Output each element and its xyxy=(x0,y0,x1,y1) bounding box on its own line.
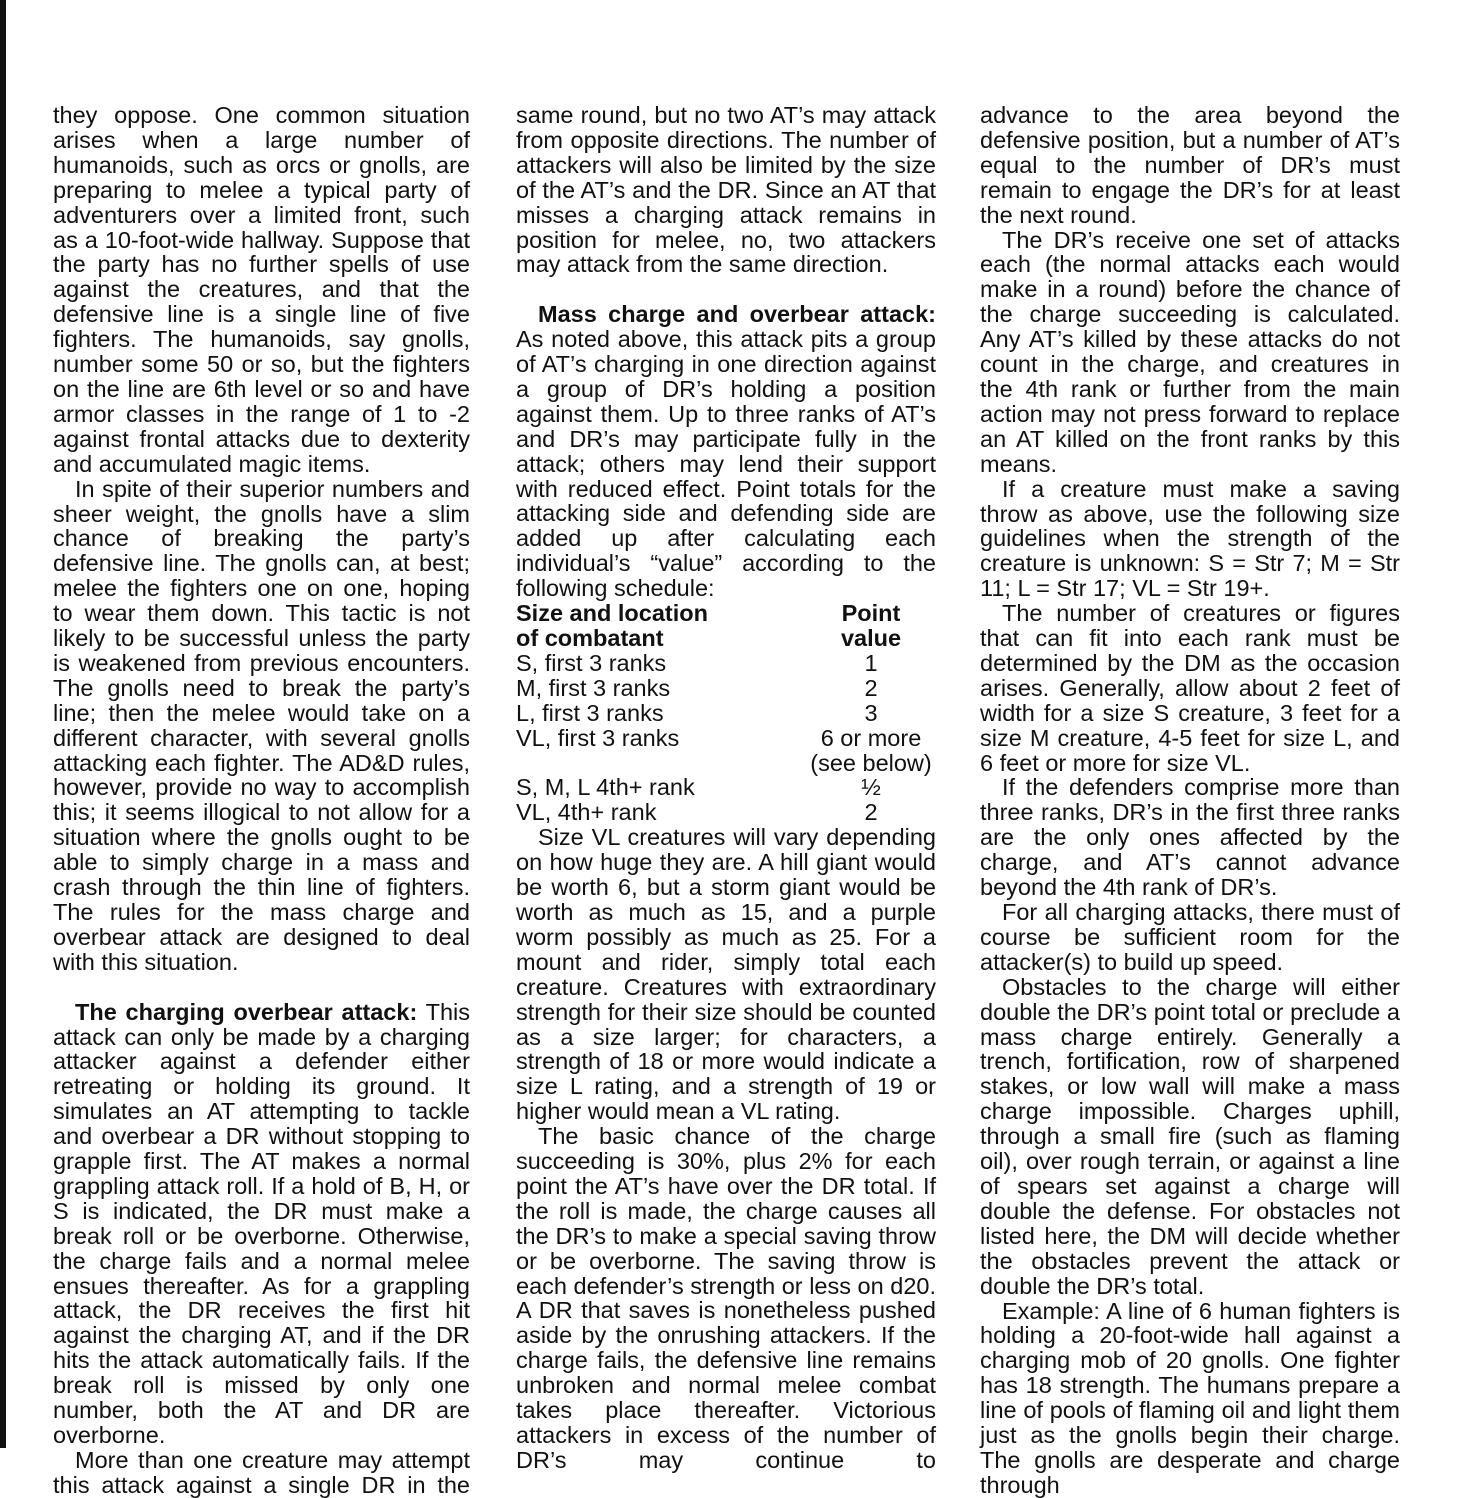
table-cell: 2 xyxy=(864,674,878,701)
table-cell: 6 or more xyxy=(820,724,922,751)
point-value-table xyxy=(516,601,936,825)
table-cell: 2 xyxy=(864,799,878,826)
table-row xyxy=(516,651,936,676)
table-cell: VL, first 3 ranks xyxy=(516,724,680,751)
table-row xyxy=(516,751,936,776)
text-column-2 xyxy=(516,103,936,1473)
paragraph: The number of creatures or figures that can fit into each rank must be determined by the DM as the occasion arises. Generally, allow about 2 feet of width for a size S creature, 3 feet for a size M creature, 4-5 feet for size L, and 6 feet or more for size VL. xyxy=(980,600,1400,776)
text-column-3 xyxy=(980,103,1400,1498)
paragraph: advance to the area beyond the defensive position, but a number of AT’s equal to the number of DR’s must remain to engage the DR’s for at least the next round. xyxy=(980,102,1400,228)
table-cell: 3 xyxy=(864,699,878,726)
table-header-cell: Size and location xyxy=(516,600,708,627)
table-header-cell: Point xyxy=(841,600,901,627)
paragraph xyxy=(516,302,936,601)
paragraph: In spite of their superior numbers and sheer weight, the gnolls have a slim chance of breaking the party’s defensive line. The gnolls can, at best; melee the fighters one on one, hoping to wear them down. This tactic is not likely to be successful unless the party is weakened from previous encounters. The gnolls need to break the party’s line; then the melee would take on a different character, with several gnolls attacking each fighter. The AD&D rules, however, provide no way to accomplish this; it seems illogical to not allow for a situation where the gnolls ought to be able to simply charge in a mass and crash through the thin line of fighters. The rules for the mass charge and overbear attack are designed to deal with this situation. xyxy=(53,475,470,975)
paragraph: they oppose. One common situation arises when a large number of humanoids, such as orcs or gnolls, are preparing to melee a typical party of adventurers over a limited front, such as a 10-foot-wide hallway. Suppose that the party has no further spells of use against the creatures, and that the defensive line is a single line of five fighters. The humanoids, say gnolls, number some 50 or so, but the fighters on the line are 6th level or so and have armor classes in the range of 1 to -2 against frontal attacks due to dexterity and accumulated magic items. xyxy=(53,102,470,477)
paragraph: same round, but no two AT’s may attack from opposite directions. The number of attackers will also be limited by the size of the AT’s and the DR. Since an AT that misses a charging attack remains in position for melee, no, two attackers may attack from the same direction. xyxy=(516,102,936,278)
table-cell: ½ xyxy=(861,774,881,801)
paragraph-text: This attack can only be made by a charging attacker against a defender either retreating or holding its ground. It simulates an AT attempting to tackle and overbear a DR without stopping to grapple first. The AT makes a normal grappling attack roll. If a hold of B, H, or S is indicated, the DR must make a break roll or be overborne. Otherwise, the charge fails and a normal melee ensues thereafter. As for a grappling attack, the DR receives the first hit against the charging AT, and if the DR hits the attack automatically fails. If the break roll is missed by only one number, both the AT and DR are overborne. xyxy=(53,998,470,1449)
table-row xyxy=(516,701,936,726)
paragraph: Obstacles to the charge will either double the DR’s point total or preclude a mass charge entirely. Generally a trench, fortification, row of sharpened stakes, or low wall will make a mass charge impossible. Charges uphill, through a small fire (such as flaming oil), over rough terrain, or against a line of spears set against a charge will double the defense. For obstacles not listed here, the DM will decide whether the obstacles prevent the attack or double the DR’s total. xyxy=(980,973,1400,1299)
paragraph xyxy=(53,1000,470,1448)
paragraph: For all charging attacks, there must of course be sufficient room for the attacker(s) to build up speed. xyxy=(980,899,1400,975)
table-cell: M, first 3 ranks xyxy=(516,674,671,701)
table-row xyxy=(516,800,936,825)
table-cell: VL, 4th+ rank xyxy=(516,799,657,826)
paragraph: More than one creature may attempt this attack against a single DR in the xyxy=(53,1446,470,1498)
table-row xyxy=(516,775,936,800)
table-row xyxy=(516,726,936,751)
paragraph: If the defenders comprise more than three ranks, DR’s in the first three ranks are the only ones affected by the charge, and AT’s cannot advance beyond the 4th rank of DR’s. xyxy=(980,774,1400,901)
section-heading: The charging overbear attack: xyxy=(75,998,418,1025)
paragraph-text: As noted above, this attack pits a group of AT’s charging in one direction against a group of DR’s holding a position against them. Up to three ranks of AT’s and DR’s may participate fully in the attack; others may lend their support with reduced effect. Point totals for the attacking side and defending side are added up after calculating each individual’s “value” according to the following schedule: xyxy=(516,326,936,602)
table-header-row xyxy=(516,626,936,651)
table-cell: L, first 3 ranks xyxy=(516,699,664,726)
section-heading: Mass charge and overbear attack: xyxy=(538,301,936,328)
table-header-cell: of combatant xyxy=(516,625,664,652)
paragraph-gap xyxy=(516,277,936,302)
table-cell: (see below) xyxy=(810,749,932,776)
paragraph: Size VL creatures will vary depending on how huge they are. A hill giant would be worth 6, but a storm giant would be worth as much as 15, and a purple worm possibly as much as 25. For a mount and rider, simply total each creature. Creatures with extraordinary strength for their size should be counted as a size larger; for characters, a strength of 18 or more would indicate a size L rating, and a strength of 19 or higher would mean a VL rating. xyxy=(516,824,936,1125)
paragraph: Example: A line of 6 human fighters is holding a 20-foot-wide hall against a charging mob of 20 gnolls. One fighter has 18 strength. The humans prepare a line of pools of flaming oil and light them just as the gnolls begin their charge. The gnolls are desperate and charge through xyxy=(980,1297,1400,1498)
table-cell: 1 xyxy=(864,649,878,676)
paragraph: The DR’s receive one set of attacks each (the normal attacks each would make in a round) before the chance of the charge succeeding is calculated. Any AT’s killed by these attacks do not count in the charge, and creatures in the 4th rank or further from the main action may not press forward to replace an AT killed on the front ranks by this means. xyxy=(980,226,1400,477)
page-edge-rule xyxy=(0,0,6,1448)
text-column-1 xyxy=(53,103,470,1498)
paragraph: The basic chance of the charge succeeding is 30%, plus 2% for each point the AT’s have over the DR total. If the roll is made, the charge causes all the DR’s to make a special saving throw or be overborne. The saving throw is each defender’s strength or less on d20. A DR that saves is nonetheless pushed aside by the onrushing attackers. If the charge fails, the defensive line remains unbroken and normal melee combat takes place thereafter. Victorious attackers in excess of the number of DR’s may continue to xyxy=(516,1123,936,1473)
table-cell: S, M, L 4th+ rank xyxy=(516,774,695,801)
table-cell: S, first 3 ranks xyxy=(516,649,667,676)
paragraph-gap xyxy=(53,975,470,1000)
paragraph: If a creature must make a saving throw as above, use the following size guidelines when the strength of the creature is unknown: S = Str 7; M = Str 11; L = Str 17; VL = Str 19+. xyxy=(980,475,1400,602)
table-header-row xyxy=(516,601,936,626)
table-cell xyxy=(516,751,806,776)
table-row xyxy=(516,676,936,701)
table-header-cell: value xyxy=(840,625,902,652)
